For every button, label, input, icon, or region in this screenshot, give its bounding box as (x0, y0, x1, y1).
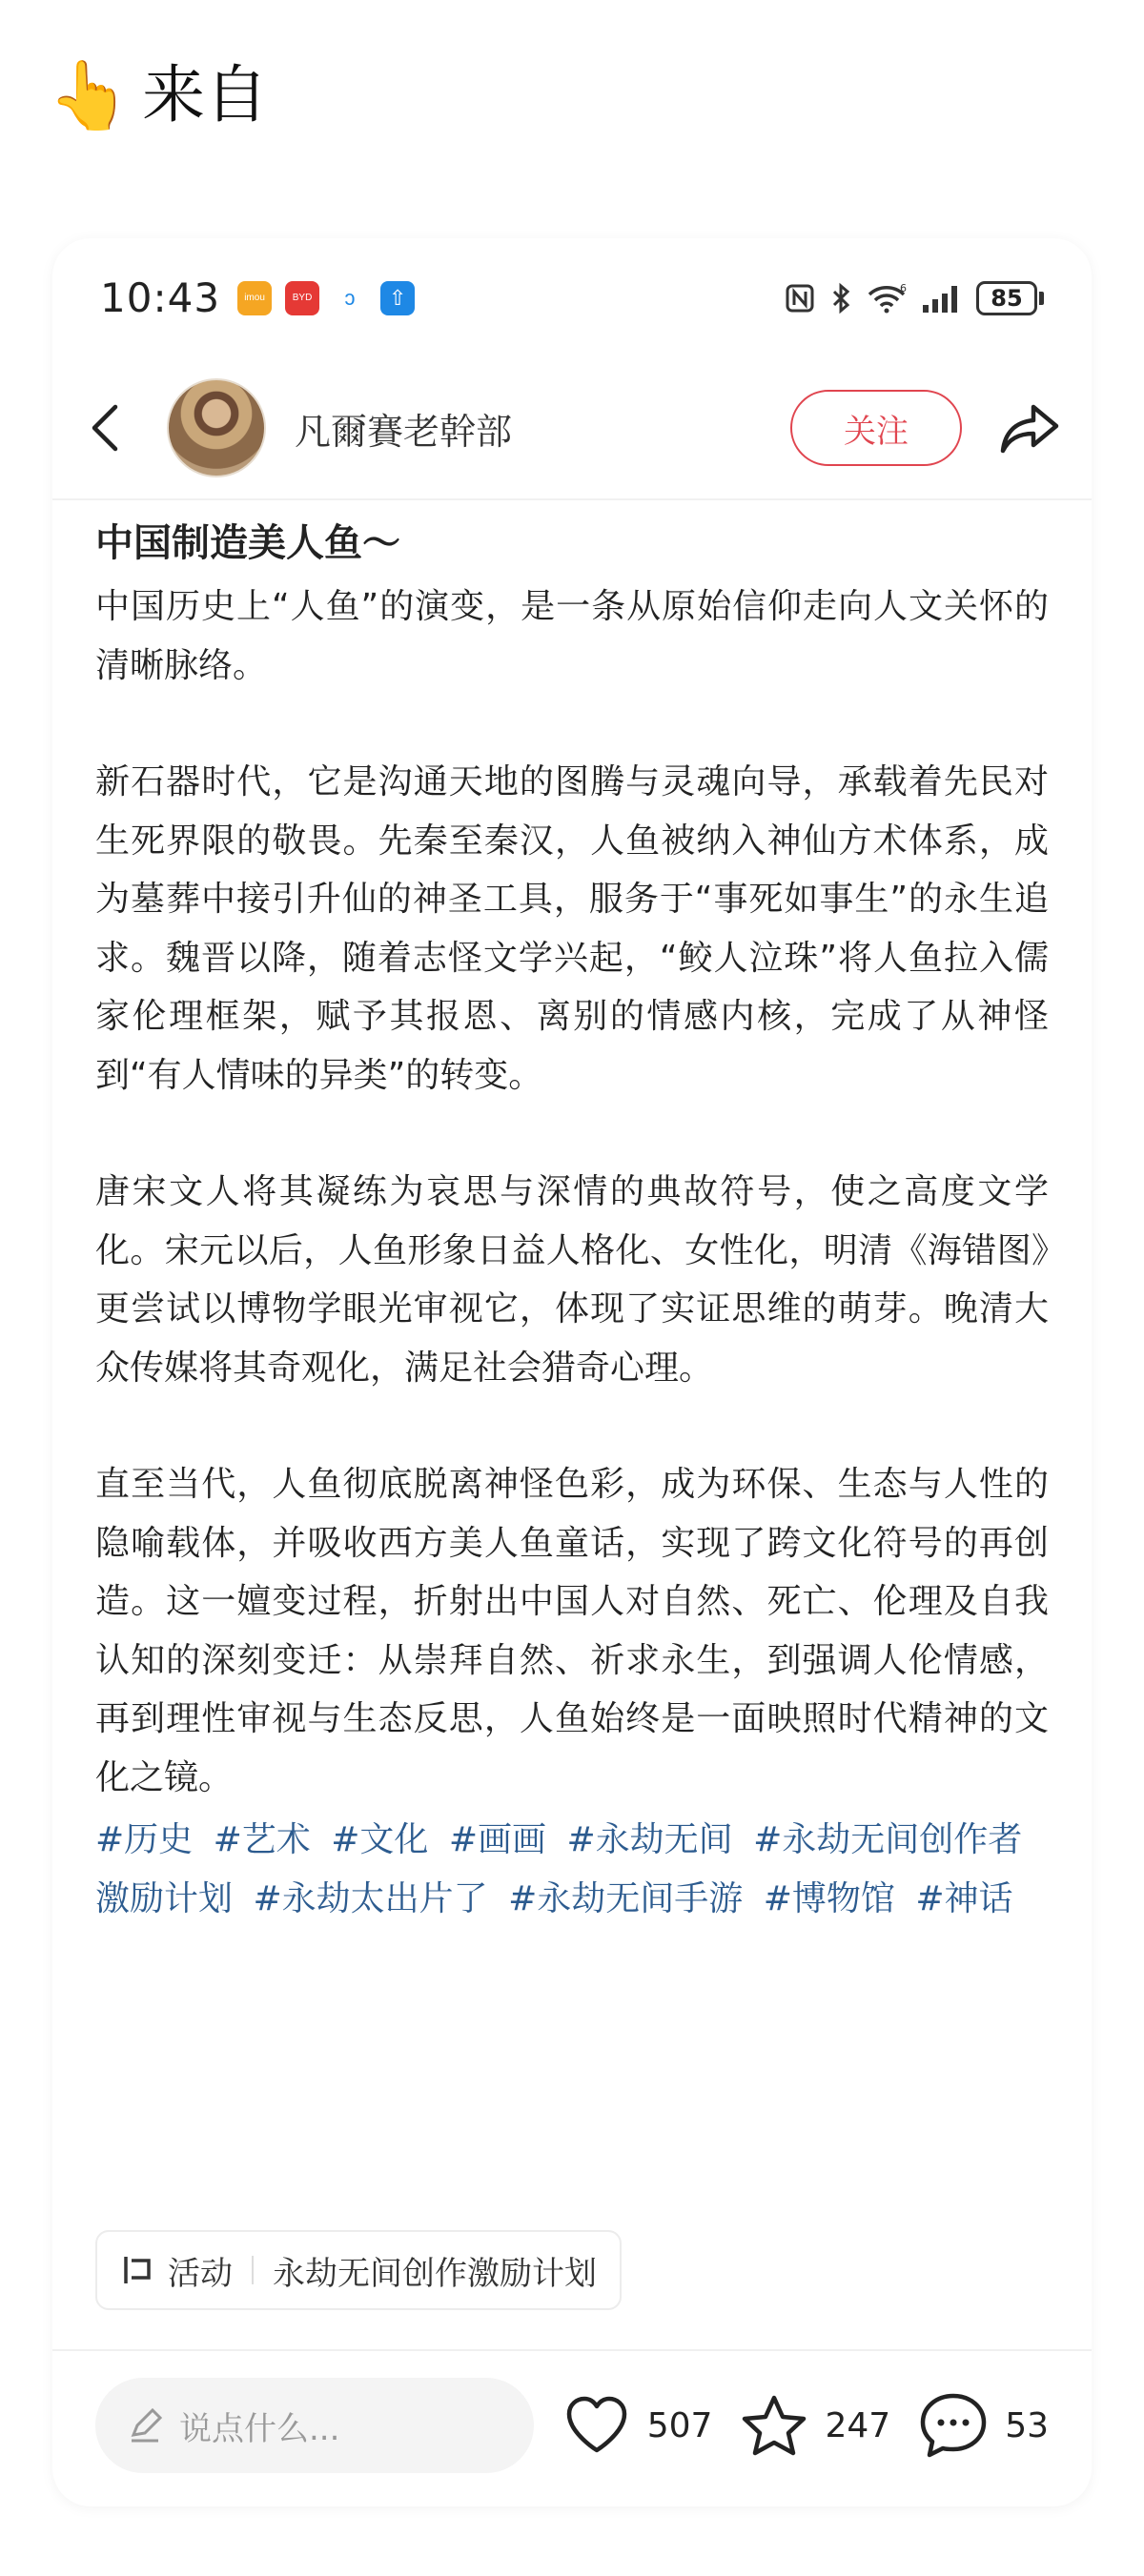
tag-link[interactable]: #神话 (915, 1878, 1013, 1918)
post-tags (95, 1811, 1049, 1928)
back-button[interactable] (81, 399, 129, 456)
pointing-hand-icon: 👆 (48, 56, 132, 134)
favorite-button[interactable] (741, 2394, 890, 2457)
post-paragraph-4: 直至当代，人鱼彻底脱离神怪色彩，成为环保、生态与人性的隐喻载体，并吸收西方美人鱼童话，实现了跨文化符号的再创造。这一嬗变过程，折射出中国人对自然、死亡、伦理及自我认知的深刻变迁：从崇拜自然、祈求永生，到强调人伦情感，再到理性审视与生态反思，人鱼始终是一面映照时代精神的文化之镜。 (95, 1465, 1049, 1797)
engagement-actions (563, 2392, 1049, 2459)
byd-app-icon: BYD (285, 281, 319, 315)
nfc-icon (784, 282, 816, 314)
comment-input[interactable] (95, 2378, 534, 2473)
author-name[interactable]: 凡爾賽老幹部 (295, 410, 513, 453)
post-screenshot-card (52, 238, 1092, 2506)
activity-label: 活动 (168, 2254, 233, 2293)
like-count: 507 (646, 2405, 713, 2445)
follow-button[interactable]: 关注 (790, 390, 962, 466)
star-icon (741, 2394, 807, 2457)
post-paragraph-2: 新石器时代，它是沟通天地的图腾与灵魂向导，承载着先民对生死界限的敬畏。先秦至秦汉，人鱼被纳入神仙方术体系，成为墓葬中接引升仙的神圣工具，服务于“事死如事生”的永生追求。魏晋以降，随着志怪文学兴起，“鲛人泣珠”将人鱼拉入儒家伦理框架，赋予其报恩、离别的情感内核，完成了从神怪到“有人情味的异类”的转变。 (95, 762, 1049, 1095)
tag-link[interactable]: #永劫无间创作者激励计划 (95, 1820, 1023, 1918)
tag-link[interactable]: #画画 (448, 1820, 547, 1859)
post-content (95, 515, 1049, 1928)
share-arrow-icon (999, 401, 1060, 455)
system-status-icons (784, 281, 1044, 315)
activity-chip[interactable] (95, 2230, 622, 2310)
chevron-left-icon (91, 403, 119, 453)
post-paragraph-3: 唐宋文人将其凝练为哀思与深情的典故符号，使之高度文学化。宋元以后，人鱼形象日益人格化、女性化，明清《海错图》更尝试以博物学眼光审视它，体现了实证思维的萌芽。晚清大众传媒将其奇观化，满足社会猎奇心理。 (95, 1172, 1049, 1388)
activity-name: 永劫无间创作激励计划 (273, 2254, 597, 2293)
nfc-app-icon: ↄ (333, 281, 367, 315)
bluetooth-icon (829, 282, 852, 314)
post-nav-bar (52, 357, 1092, 500)
comment-bubble-icon (919, 2392, 988, 2459)
tag-link[interactable]: #博物馆 (763, 1878, 895, 1918)
heart-icon (563, 2395, 630, 2456)
activity-separator (252, 2256, 254, 2284)
comment-count: 53 (1005, 2405, 1049, 2445)
notification-icons (237, 281, 415, 315)
bottom-divider (52, 2349, 1092, 2351)
tag-link[interactable]: #文化 (331, 1820, 429, 1859)
comment-placeholder: 说点什么... (179, 2409, 340, 2448)
status-bar (52, 238, 1092, 357)
source-header (48, 57, 268, 133)
post-paragraph-1: 中国历史上“人鱼”的演变，是一条从原始信仰走向人文关怀的清晰脉络。 (95, 587, 1049, 685)
like-button[interactable] (563, 2395, 713, 2456)
tag-link[interactable]: #永劫无间 (566, 1820, 733, 1859)
activity-flag-icon (120, 2253, 154, 2287)
tag-link[interactable]: #艺术 (213, 1820, 311, 1859)
post-title: 中国制造美人鱼～ (95, 521, 400, 565)
author-avatar[interactable] (167, 378, 266, 477)
upload-app-icon: ⇧ (380, 281, 415, 315)
battery-tip (1039, 292, 1044, 305)
from-label: 来自 (142, 58, 269, 132)
wifi-icon (866, 282, 908, 314)
comments-button[interactable] (919, 2392, 1049, 2459)
tag-link[interactable]: #历史 (95, 1820, 194, 1859)
imou-app-icon: imou (237, 281, 272, 315)
tag-link[interactable]: #永劫无间手游 (508, 1878, 744, 1918)
signal-icon (921, 282, 963, 314)
tag-link[interactable]: #永劫太出片了 (253, 1878, 488, 1918)
post-action-bar (52, 2363, 1092, 2487)
battery-indicator: 85 (976, 281, 1037, 315)
svg-text:6: 6 (900, 281, 907, 294)
share-button[interactable] (996, 395, 1063, 461)
pencil-icon (126, 2406, 164, 2444)
status-time: 10:43 (100, 274, 221, 321)
favorite-count: 247 (825, 2405, 891, 2445)
